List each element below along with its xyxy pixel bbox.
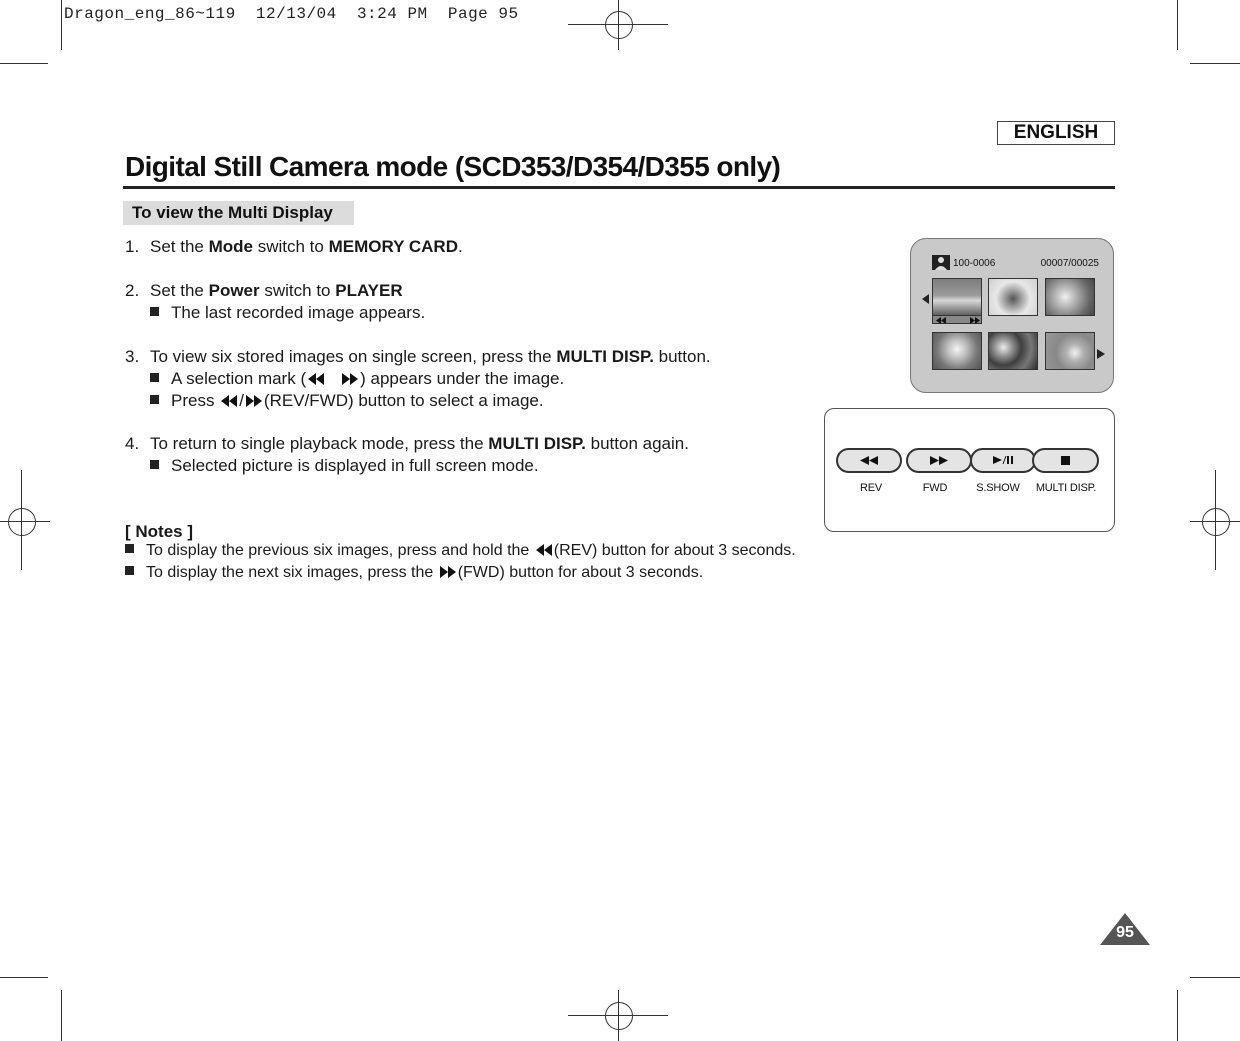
rewind-icon <box>859 452 879 470</box>
step-number: 3. <box>125 347 140 366</box>
step-text: button. <box>653 347 711 366</box>
step-number: 2. <box>125 281 140 300</box>
step-1 <box>125 237 463 257</box>
thumbnail-dog <box>932 332 982 370</box>
notes-heading: [ Notes ] <box>125 522 193 541</box>
step-4 <box>125 434 689 454</box>
step-keyword: Mode <box>208 237 253 256</box>
page-title: Digital Still Camera mode (SCD353/D354/D355 only) <box>125 151 781 182</box>
rewind-icon <box>219 393 239 413</box>
stop-square-icon <box>1061 452 1070 470</box>
step-text: Set the <box>150 237 209 256</box>
bullet-text: The last recorded image appears. <box>171 303 426 322</box>
thumbnail-flowers <box>988 332 1038 370</box>
lcd-image-counter: 00007/00025 <box>1040 258 1099 269</box>
play-pause-icon <box>992 452 1014 470</box>
bullet-square-icon <box>125 566 134 575</box>
bullet-square-icon <box>150 395 159 404</box>
step-text: To return to single playback mode, press the <box>150 434 489 453</box>
bullet-text: ) appears under the image. <box>360 369 565 388</box>
note-text: (FWD) button for about 3 seconds. <box>457 564 704 581</box>
fwd-button[interactable] <box>906 448 972 473</box>
step-2-bullet <box>150 303 425 323</box>
step-text: . <box>458 237 463 256</box>
multi-disp-button[interactable] <box>1032 448 1099 473</box>
step-number: 1. <box>125 237 140 256</box>
step-keyword: PLAYER <box>335 281 403 300</box>
button-panel <box>824 408 1115 532</box>
step-4-bullet <box>150 456 539 476</box>
step-text: switch to <box>259 281 336 300</box>
thumbnail-landscape <box>932 278 982 316</box>
left-arrow-icon <box>922 291 930 309</box>
user-icon <box>932 255 950 270</box>
lcd-multi-display <box>910 238 1114 393</box>
page-number: 95 <box>1116 924 1134 941</box>
bullet-text: (REV/FWD) button to select a image. <box>263 391 544 410</box>
note-text: To display the next six images, press the <box>146 564 438 581</box>
bullet-square-icon <box>150 373 159 382</box>
lcd-file-number: 100-0006 <box>953 258 996 269</box>
step-2 <box>125 281 403 301</box>
fwd-label: FWD <box>922 482 948 494</box>
fast-forward-icon <box>929 452 949 470</box>
section-heading: To view the Multi Display <box>123 201 354 225</box>
step-3-bullet-2 <box>150 391 544 413</box>
note-2 <box>125 564 703 584</box>
right-arrow-icon <box>1097 346 1105 364</box>
step-keyword: MEMORY CARD <box>328 237 458 256</box>
rewind-icon <box>534 543 554 562</box>
step-3 <box>125 347 711 367</box>
bullet-square-icon <box>150 460 159 469</box>
bullet-text: Press <box>171 391 220 410</box>
step-3-bullet-1 <box>150 369 564 391</box>
note-text: To display the previous six images, press and hold the <box>146 542 534 559</box>
selection-mark <box>932 315 982 324</box>
thumbnail-flower <box>1045 332 1095 370</box>
rev-button[interactable] <box>836 448 902 473</box>
rev-label: REV <box>859 482 883 494</box>
language-tag: ENGLISH <box>997 121 1115 145</box>
step-keyword: MULTI DISP. <box>488 434 586 453</box>
note-1 <box>125 542 796 562</box>
rewind-icon <box>306 371 326 391</box>
print-header: Dragon_eng_86~119 12/13/04 3:24 PM Page 95 <box>64 5 519 23</box>
note-text: (REV) button for about 3 seconds. <box>553 542 796 559</box>
step-keyword: MULTI DISP. <box>556 347 654 366</box>
fast-forward-icon <box>438 565 458 584</box>
multi-disp-label: MULTI DISP. <box>1035 482 1097 494</box>
fast-forward-icon <box>244 393 264 413</box>
slideshow-button[interactable] <box>970 448 1036 473</box>
thumbnail-sports <box>988 278 1038 316</box>
bullet-text: Selected picture is displayed in full screen mode. <box>171 456 539 475</box>
step-text: switch to <box>253 237 329 256</box>
bullet-text: A selection mark ( <box>171 369 307 388</box>
step-number: 4. <box>125 434 140 453</box>
slideshow-label: S.SHOW <box>976 482 1020 494</box>
step-keyword: Power <box>208 281 260 300</box>
bullet-text: / <box>239 391 244 410</box>
step-text: button again. <box>585 434 689 453</box>
title-rule <box>123 186 1115 189</box>
thumbnail-family <box>1045 278 1095 316</box>
fast-forward-icon <box>340 371 360 391</box>
step-text: To view six stored images on single screen, press the <box>150 347 557 366</box>
bullet-square-icon <box>150 307 159 316</box>
step-text: Set the <box>150 281 209 300</box>
bullet-square-icon <box>125 544 134 553</box>
